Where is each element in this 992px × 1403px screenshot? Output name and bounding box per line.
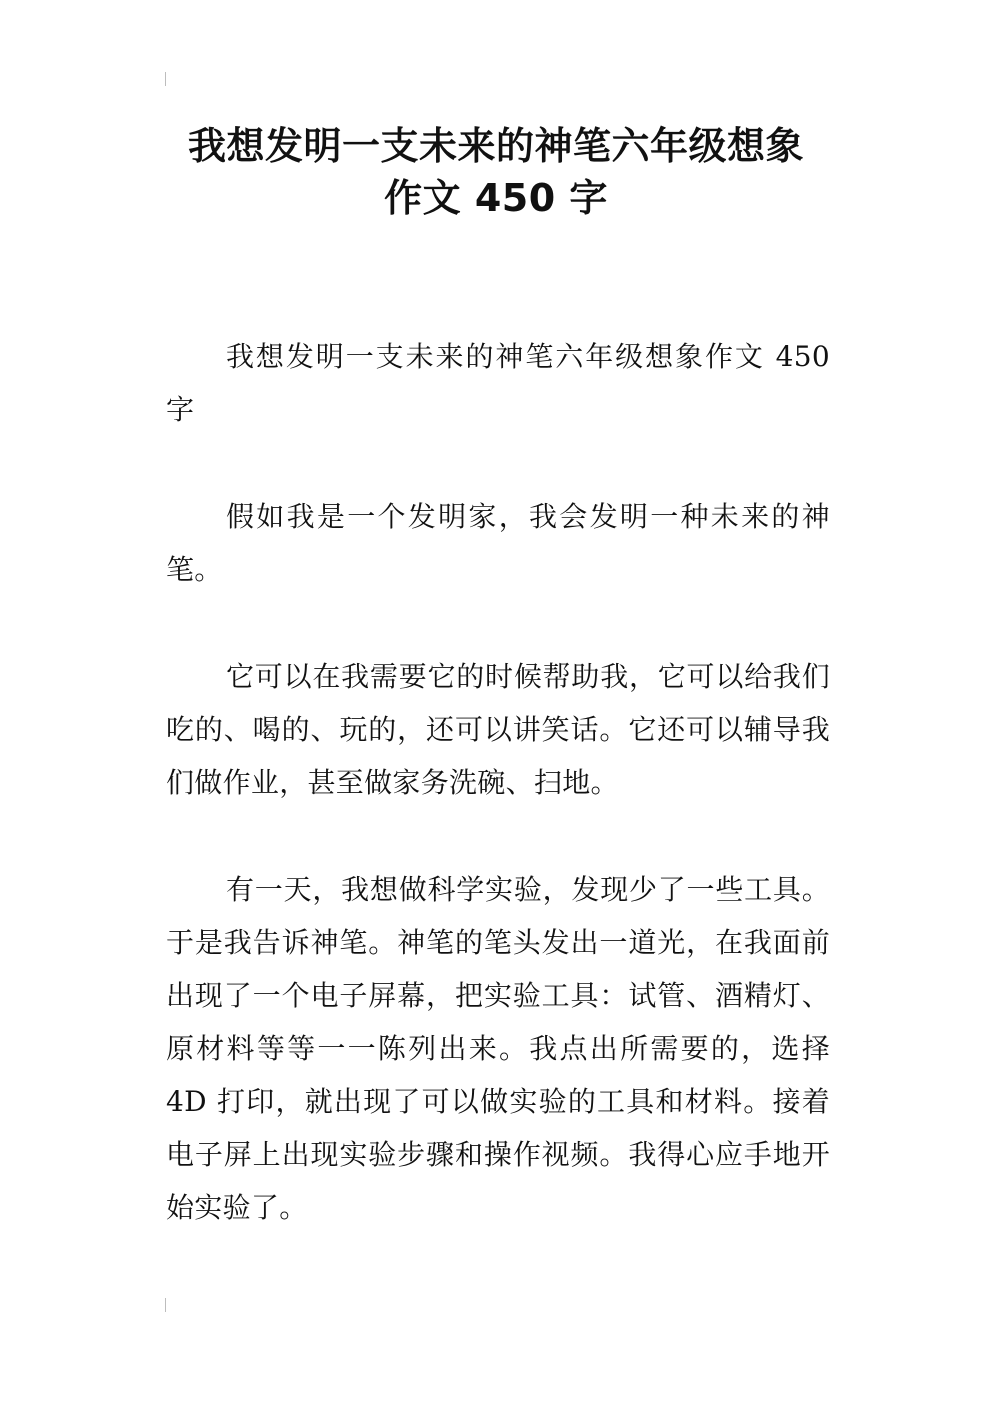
document-body bbox=[166, 330, 830, 1288]
paragraph-2: 假如我是一个发明家，我会发明一种未来的神笔。 bbox=[166, 500, 830, 586]
paragraph-3: 它可以在我需要它的时候帮助我，它可以给我们吃的、喝的、玩的，还可以讲笑话。它还可以辅导我们做作业，甚至做家务洗碗、扫地。 bbox=[166, 660, 830, 799]
page-corner-mark-top bbox=[165, 72, 166, 86]
title-line-2: 作文 450 字 bbox=[384, 176, 608, 220]
document-title bbox=[150, 120, 842, 224]
paragraph-4: 有一天，我想做科学实验，发现少了一些工具。于是我告诉神笔。神笔的笔头发出一道光，在我面前出现了一个电子屏幕，把实验工具：试管、酒精灯、原材料等等一一陈列出来。我点出所需要的，选择 4D 打印，就出现了可以做实验的工具和材料。接着电子屏上出现实验步骤和操作视频。我得心应手地开始实验了。 bbox=[166, 873, 830, 1224]
paragraph-1: 我想发明一支未来的神笔六年级想象作文 450 字 bbox=[166, 340, 830, 426]
title-line-1: 我想发明一支未来的神笔六年级想象 bbox=[187, 124, 804, 168]
page-corner-mark-bottom bbox=[165, 1298, 166, 1312]
